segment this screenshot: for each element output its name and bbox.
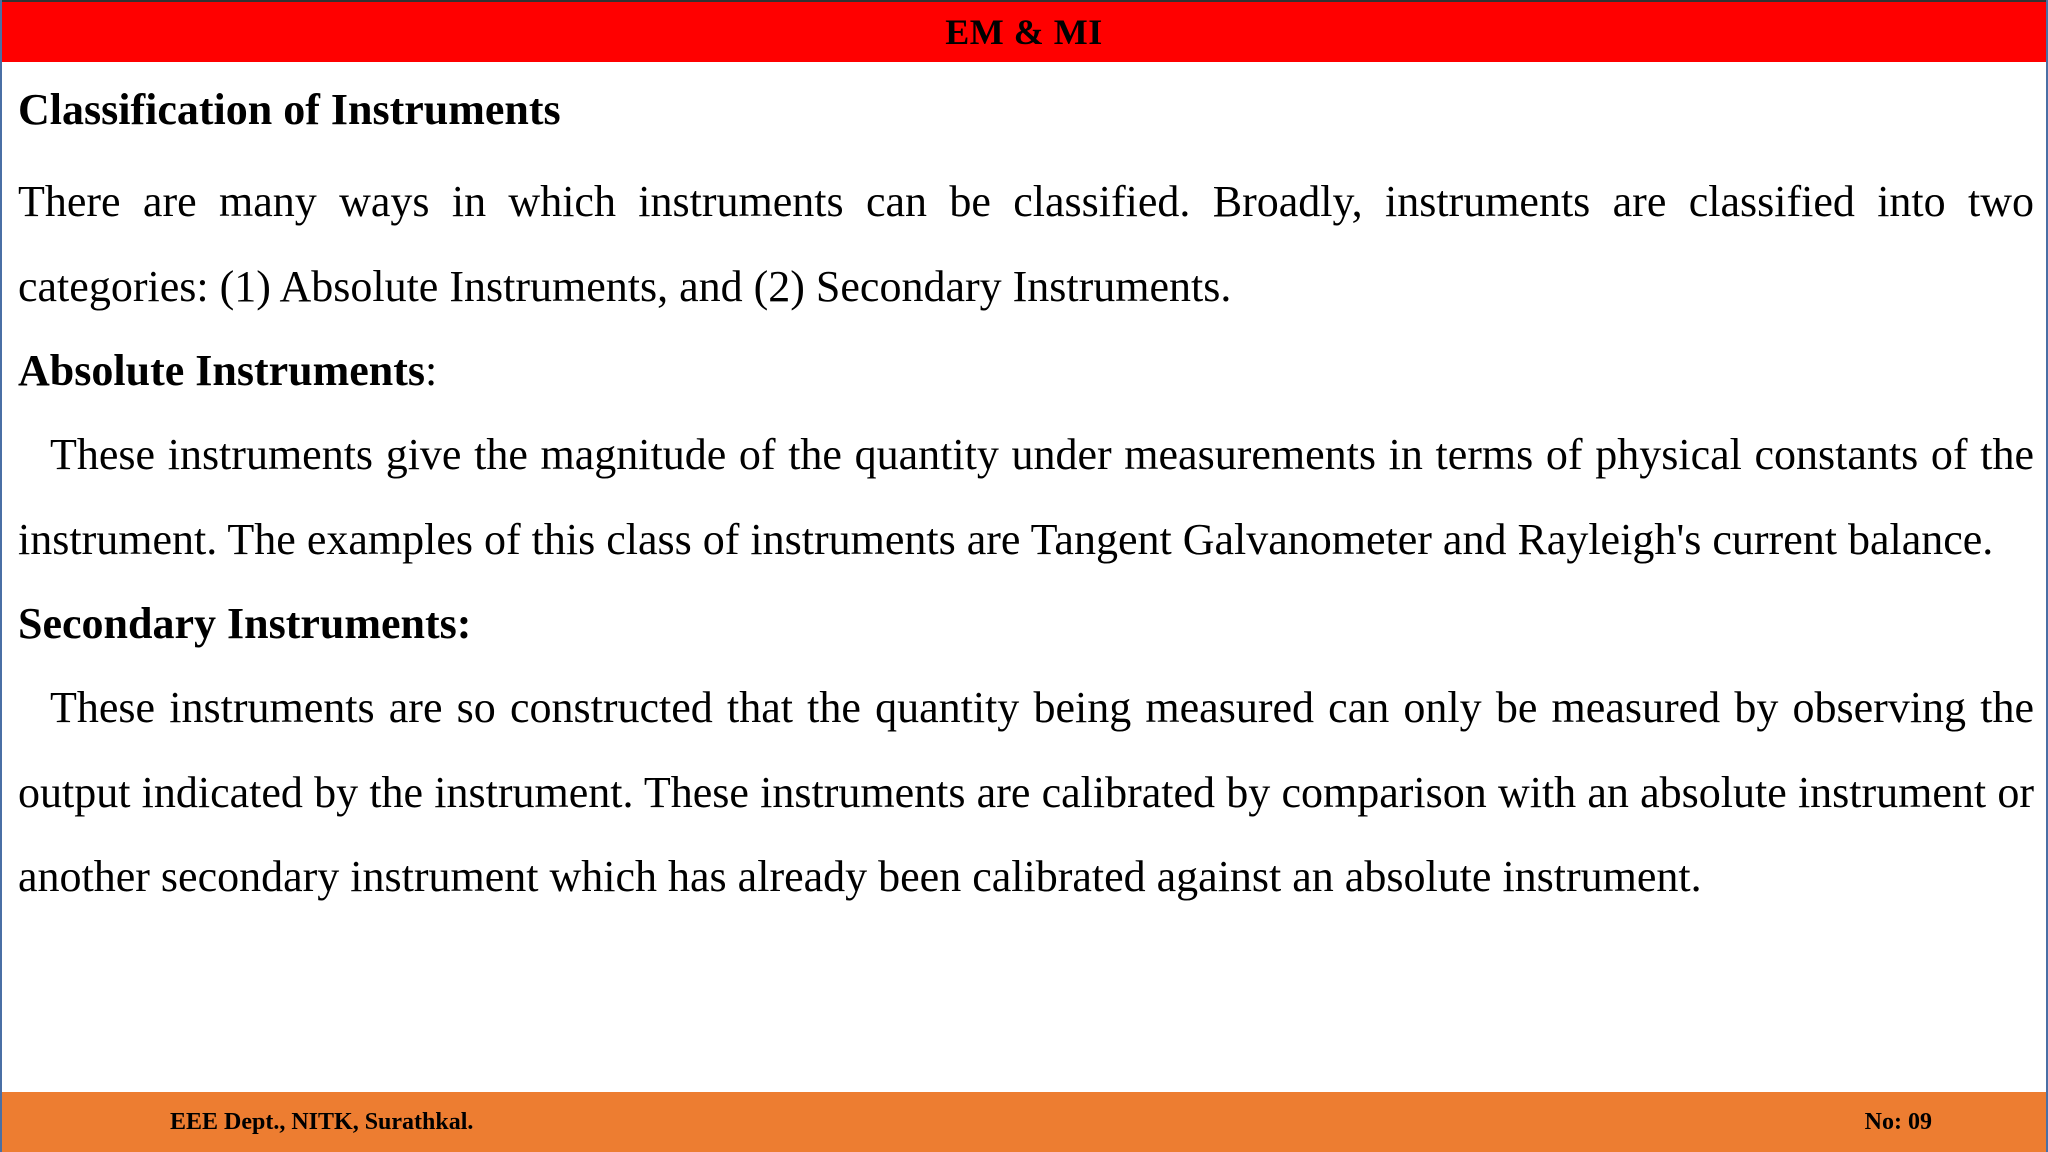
absolute-instruments-heading <box>18 329 2034 413</box>
slide-number: No: 09 <box>1864 1109 1932 1135</box>
intro-paragraph: There are many ways in which instruments can be classified. Broadly, instruments are classified into two categories: (1) Absolute Instruments, and (2) Secondary Instruments. <box>18 177 2034 311</box>
absolute-heading-colon: : <box>425 346 438 395</box>
slide-content <box>18 62 2034 1090</box>
absolute-heading-text: Absolute Instruments <box>18 346 426 395</box>
header-bar <box>2 0 2046 62</box>
course-title: EM & MI <box>945 12 1103 52</box>
secondary-instruments-paragraph: These instruments are so constructed that the quantity being measured can only be measured by observing the output indicated by the instrument. These instruments are calibrated by comparison with an absolute instrument or another secondary instrument which has already been calibrated against an absolute instrument. <box>18 683 2034 901</box>
absolute-instruments-paragraph: These instruments give the magnitude of the quantity under measurements in terms of physical constants of the instrument. The examples of this class of instruments are Tangent Galvanometer and Rayleigh's current balance. <box>18 430 2034 564</box>
page-title: Classification of Instruments <box>18 85 561 134</box>
secondary-instruments-heading: Secondary Instruments: <box>18 599 472 648</box>
footer-bar <box>2 1092 2046 1152</box>
department-label: EEE Dept., NITK, Surathkal. <box>170 1109 474 1135</box>
